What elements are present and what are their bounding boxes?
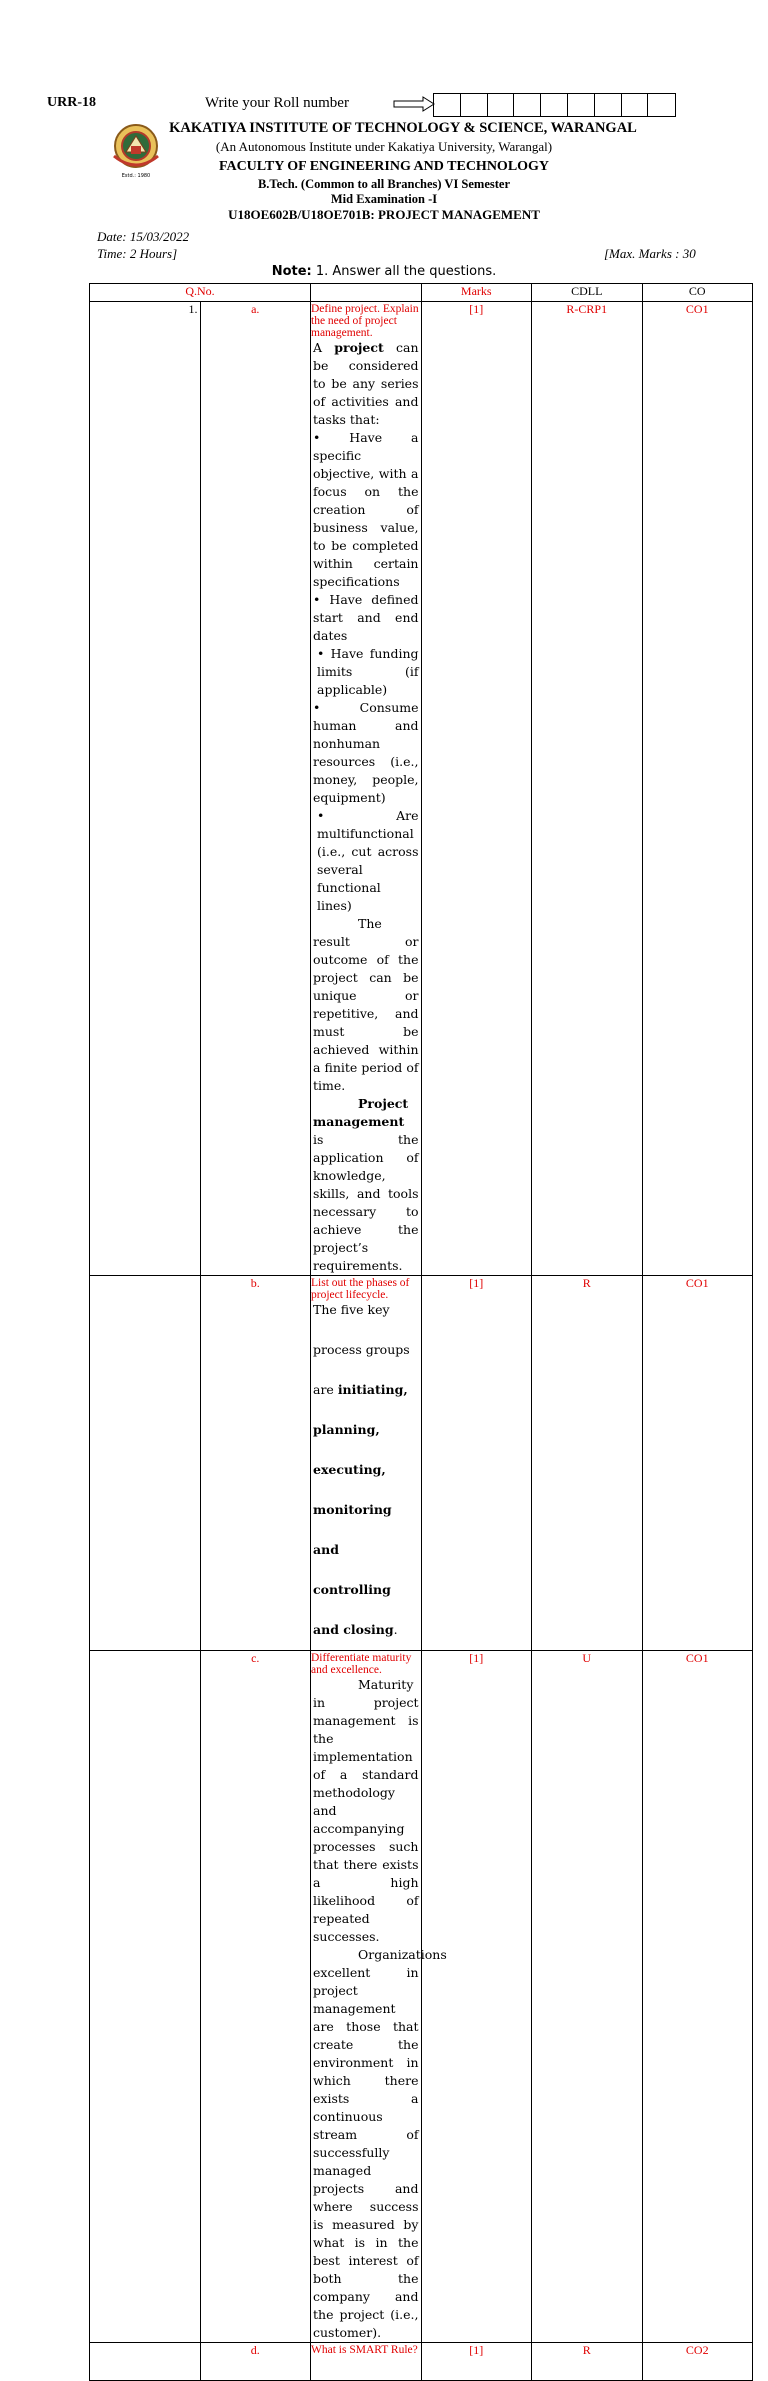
table-header-row — [90, 284, 753, 302]
institute-name: KAKATIYA INSTITUTE OF TECHNOLOGY & SCIENCE, WARANGAL — [169, 120, 637, 136]
table-row — [90, 1651, 753, 2343]
roll-digit-box[interactable] — [488, 94, 515, 116]
question-number — [90, 2343, 201, 2381]
question-sub: d. — [200, 2343, 311, 2381]
marks-cell: [1] — [421, 2343, 532, 2381]
roll-number-boxes[interactable] — [433, 93, 676, 117]
logo-est-text: Estd.: 1980 — [121, 173, 151, 179]
table-row — [90, 2343, 753, 2381]
question-sub: b. — [200, 1276, 311, 1651]
roll-digit-box[interactable] — [514, 94, 541, 116]
answer-text: The five key process groups are initiating, planning, executing, monitoring and controlling and closing. — [313, 1302, 410, 1637]
cdll-cell: R — [532, 1276, 643, 1651]
qno-header: Q.No. — [90, 284, 311, 302]
roll-digit-box[interactable] — [434, 94, 461, 116]
marks-cell: [1] — [421, 1651, 532, 2343]
roll-digit-box[interactable] — [568, 94, 595, 116]
answer-header — [311, 284, 422, 302]
co-header: CO — [642, 284, 753, 302]
question-sub: c. — [200, 1651, 311, 2343]
marks-cell: [1] — [421, 302, 532, 1276]
co-cell: CO2 — [642, 2343, 753, 2381]
co-cell: CO1 — [642, 1276, 753, 1651]
question-cell — [311, 2343, 422, 2381]
cdll-cell: R — [532, 2343, 643, 2381]
arrow-right-icon — [393, 96, 435, 112]
answer-text: Maturity in project management is the implementation of a standard methodology and accompanying processes such that there exists a high likelihood of repeated successes. Organizations excellent in project management are those that create the environment in which there exists a continuous stream of successfully managed projects and where success is measured by what is in the best interest of both the company and the project (i.e., customer). — [313, 1677, 447, 2340]
marks-header: Marks — [421, 284, 532, 302]
question-cell — [311, 1276, 422, 1651]
table-row — [90, 1276, 753, 1651]
question-text: Define project. Explain the need of project management. — [311, 303, 419, 339]
max-marks: [Max. Marks : 30 — [604, 246, 696, 261]
roll-digit-box[interactable] — [648, 94, 675, 116]
co-cell: CO1 — [642, 1651, 753, 2343]
exam-code: URR-18 — [47, 95, 96, 110]
question-number — [90, 1651, 201, 2343]
cdll-header: CDLL — [532, 284, 643, 302]
program-line: B.Tech. (Common to all Branches) VI Semester — [257, 177, 511, 191]
co-cell: CO1 — [642, 302, 753, 1276]
roll-digit-box[interactable] — [461, 94, 488, 116]
note-line: Note: 1. Answer all the questions. — [271, 264, 497, 279]
question-text: List out the phases of project lifecycle. — [311, 1277, 410, 1301]
table-row — [90, 302, 753, 1276]
autonomous-line: (An Autonomous Institute under Kakatiya University, Warangal) — [215, 139, 553, 154]
answer-text: A project can be considered to be any series of activities and tasks that: • Have a specific objective, with a focus on the creation of business value, to be completed within certain specifications • Have defined start and end dates • Have funding limits (if applicable) • Consume human and nonhuman resources (i.e., money, people, equipment) • Are multifunctional (i.e., cut across several functional lines) The result or outcome of the project can be unique or repetitive, and must be achieved within a finite period of time. Project management is the application of knowledge, skills, and tools necessary to achieve the project’s requirements. — [313, 340, 419, 1273]
cdll-cell: R-CRP1 — [532, 302, 643, 1276]
roll-number-label: Write your Roll number — [205, 95, 349, 111]
faculty-line: FACULTY OF ENGINEERING AND TECHNOLOGY — [218, 159, 550, 174]
question-table — [89, 283, 753, 2381]
question-number — [90, 1276, 201, 1651]
marks-cell: [1] — [421, 1276, 532, 1651]
question-text: Differentiate maturity and excellence. — [311, 1652, 412, 1676]
question-cell — [311, 1651, 447, 2343]
exam-line: Mid Examination -I — [330, 192, 438, 206]
question-text: What is SMART Rule? — [311, 2344, 418, 2356]
course-title: U18OE602B/U18OE701B: PROJECT MANAGEMENT — [228, 207, 540, 222]
roll-digit-box[interactable] — [622, 94, 649, 116]
question-sub: a. — [200, 302, 311, 1276]
question-cell — [311, 302, 422, 1276]
question-number: 1. — [90, 302, 201, 1276]
exam-time: Time: 2 Hours] — [97, 246, 178, 261]
cdll-cell: U — [532, 1651, 643, 2343]
roll-digit-box[interactable] — [541, 94, 568, 116]
exam-date: Date: 15/03/2022 — [97, 229, 190, 244]
roll-digit-box[interactable] — [595, 94, 622, 116]
